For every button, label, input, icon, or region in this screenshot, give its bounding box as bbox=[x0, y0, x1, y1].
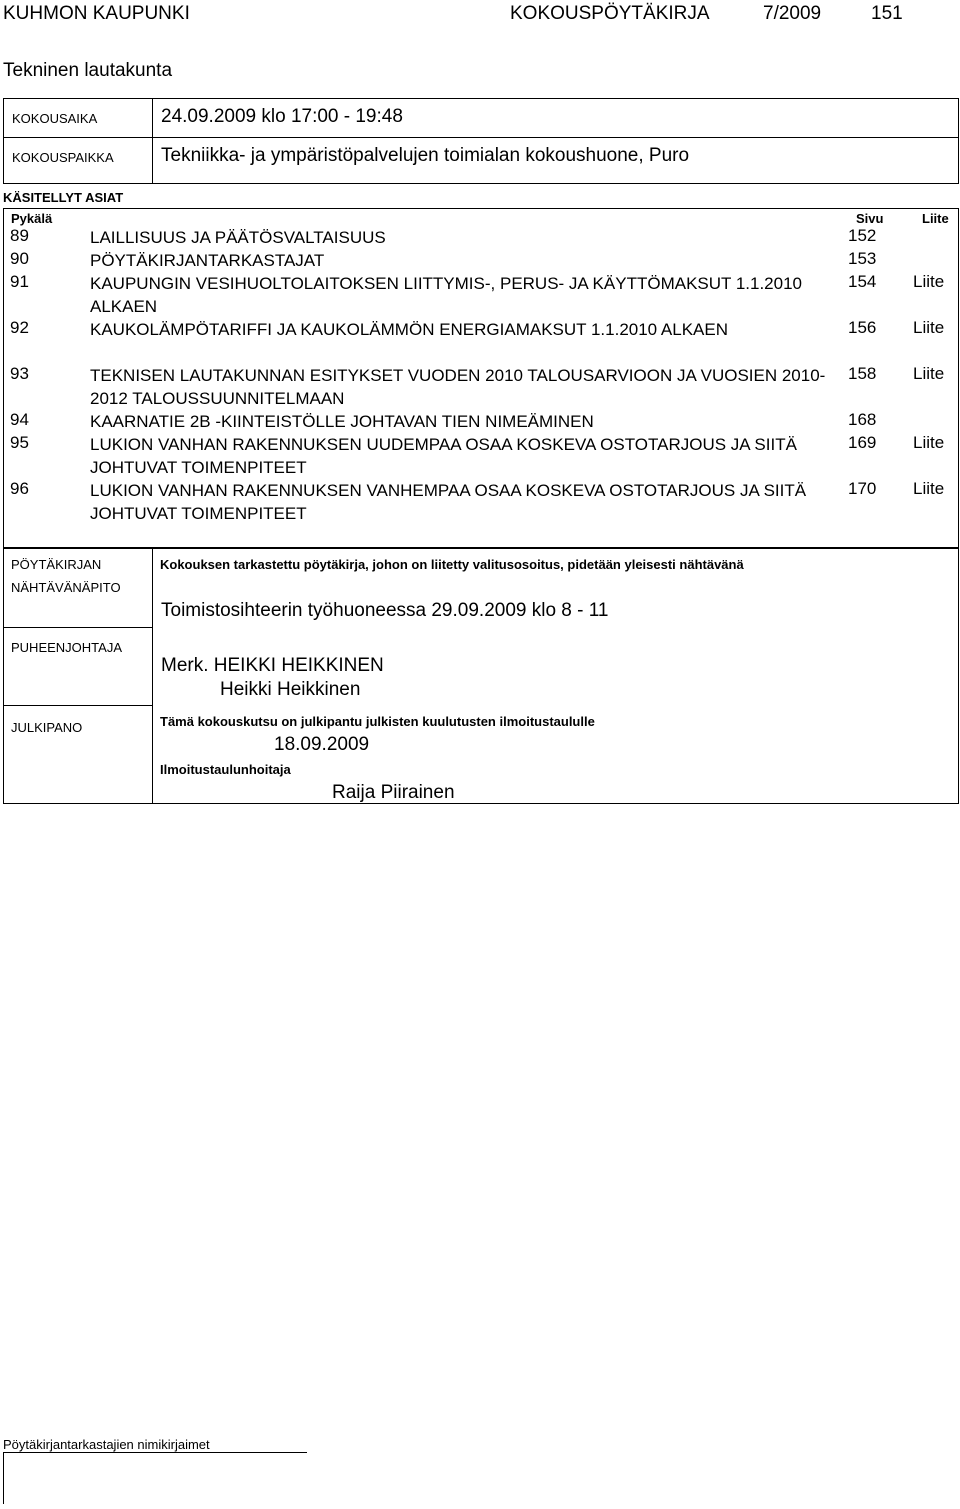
agenda-item-number: 94 bbox=[10, 410, 29, 429]
agenda-item-page: 158 bbox=[848, 364, 877, 383]
agenda-item-title: LAILLISUUS JA PÄÄTÖSVALTAISUUS bbox=[90, 228, 386, 247]
agenda-item-title: KAARNATIE 2B -KIINTEISTÖLLE JOHTAVAN TIEN NIMEÄMINEN bbox=[90, 412, 594, 431]
posting-text: Tämä kokouskutsu on julkipantu julkisten kuulutusten ilmoitustaululle bbox=[160, 714, 595, 729]
board-keeper-name: Raija Piirainen bbox=[332, 782, 455, 803]
agenda-item-title: LUKION VANHAN RAKENNUKSEN UUDEMPAA OSAA KOSKEVA OSTOTARJOUS JA SIITÄ JOHTUVAT TOIMENPITEET bbox=[90, 435, 797, 477]
agenda-item-number: 90 bbox=[10, 249, 29, 268]
municipality-name: KUHMON KAUPUNKI bbox=[3, 3, 190, 24]
meeting-time-label: KOKOUSAIKA bbox=[12, 111, 98, 126]
agenda-item-number: 96 bbox=[10, 479, 29, 498]
agenda-item-attachment: Liite bbox=[913, 318, 945, 337]
reviewer-initials-label: Pöytäkirjantarkastajien nimikirjaimet bbox=[3, 1437, 210, 1452]
agenda-item-page: 169 bbox=[848, 433, 877, 452]
agenda-item-title: KAUPUNGIN VESIHUOLTOLAITOKSEN LIITTYMIS-, PERUS- JA KÄYTTÖMAKSUT 1.1.2010 ALKAEN bbox=[90, 274, 802, 316]
viewing-place: Toimistosihteerin työhuoneessa 29.09.2009 klo 8 - 11 bbox=[161, 600, 609, 621]
meeting-place-label: KOKOUSPAIKKA bbox=[12, 150, 114, 165]
viewing-label-line1: PÖYTÄKIRJAN bbox=[11, 557, 102, 572]
agenda-item-number: 95 bbox=[10, 433, 29, 452]
posting-date: 18.09.2009 bbox=[274, 734, 370, 755]
document-number: 7/2009 bbox=[763, 3, 822, 24]
agenda-item-page: 156 bbox=[848, 318, 877, 337]
column-header-page: Sivu bbox=[856, 211, 884, 226]
meeting-place-value: Tekniikka- ja ympäristöpalvelujen toimialan kokoushuone, Puro bbox=[161, 145, 690, 166]
agenda-item-page: 170 bbox=[848, 479, 877, 498]
agenda-item-title: KAUKOLÄMPÖTARIFFI JA KAUKOLÄMMÖN ENERGIAMAKSUT 1.1.2010 ALKAEN bbox=[90, 320, 729, 339]
board-keeper-label: Ilmoitustaulunhoitaja bbox=[160, 762, 291, 777]
agenda-item-page: 168 bbox=[848, 410, 877, 429]
agenda-item-page: 153 bbox=[848, 249, 877, 268]
agenda-item-title: LUKION VANHAN RAKENNUKSEN VANHEMPAA OSAA KOSKEVA OSTOTARJOUS JA SIITÄ JOHTUVAT TOIMENPITEET bbox=[90, 481, 807, 523]
agenda-item-title: TEKNISEN LAUTAKUNNAN ESITYKSET VUODEN 2010 TALOUSARVIOON JA VUOSIEN 2010-2012 TALOUSSUUNNITELMAAN bbox=[90, 366, 826, 408]
agenda-item-attachment: Liite bbox=[913, 364, 945, 383]
chair-line2: Heikki Heikkinen bbox=[220, 679, 361, 700]
chair-line1: Merk. HEIKKI HEIKKINEN bbox=[161, 655, 384, 676]
agenda-item-number: 92 bbox=[10, 318, 29, 337]
document-type: KOKOUSPÖYTÄKIRJA bbox=[510, 3, 710, 24]
agenda-item-number: 89 bbox=[10, 226, 29, 245]
agenda-item-attachment: Liite bbox=[913, 433, 945, 452]
viewing-label-line2: NÄHTÄVÄNÄPITO bbox=[11, 580, 121, 595]
agenda-item-page: 154 bbox=[848, 272, 877, 291]
posting-label: JULKIPANO bbox=[11, 720, 83, 735]
viewing-text: Kokouksen tarkastettu pöytäkirja, johon on liitetty valitusosoitus, pidetään yleisesti nähtävänä bbox=[160, 557, 744, 572]
page-number: 151 bbox=[871, 3, 903, 24]
agenda-item-title: PÖYTÄKIRJANTARKASTAJAT bbox=[90, 251, 325, 270]
agenda-item-attachment: Liite bbox=[913, 479, 945, 498]
agenda-item-page: 152 bbox=[848, 226, 877, 245]
meeting-info-table bbox=[3, 98, 959, 184]
agenda-item-number: 93 bbox=[10, 364, 29, 383]
column-header-section: Pykälä bbox=[11, 211, 53, 226]
signoff-table bbox=[3, 548, 959, 804]
agenda-item-number: 91 bbox=[10, 272, 29, 291]
chair-label: PUHEENJOHTAJA bbox=[11, 640, 122, 655]
agenda-section-title: KÄSITELLYT ASIAT bbox=[3, 190, 124, 205]
agenda-item-attachment: Liite bbox=[913, 272, 945, 291]
board-name: Tekninen lautakunta bbox=[3, 60, 173, 81]
column-header-attachment: Liite bbox=[922, 211, 949, 226]
meeting-time-value: 24.09.2009 klo 17:00 - 19:48 bbox=[161, 106, 403, 127]
